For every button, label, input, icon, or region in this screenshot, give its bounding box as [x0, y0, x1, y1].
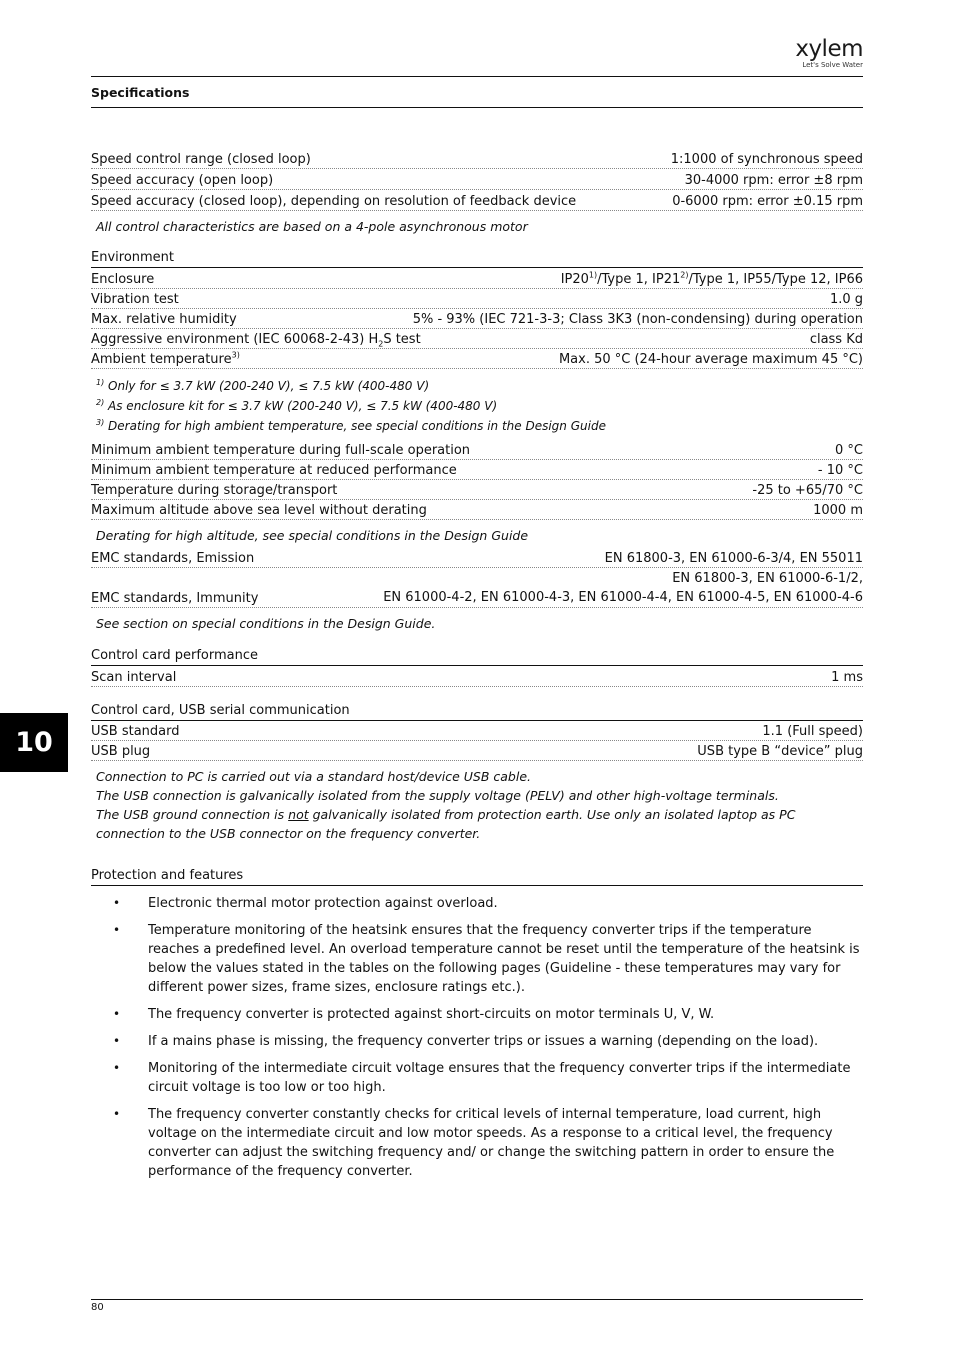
bullet-icon: •	[113, 1034, 121, 1048]
row-label: Scan interval	[91, 670, 177, 685]
footnote: $^{1)}$ Only for ≤ 3.7 kW (200-240 V), ≤ 7.5 kW (400-480 V)	[96, 378, 430, 393]
row-label: Ambient temperature$^{3)}$	[91, 350, 240, 367]
table-row	[91, 722, 863, 741]
table-row	[91, 192, 863, 211]
list-item: • Monitoring of the intermediate circuit voltage ensures that the frequency converter trips if the intermediate circuit voltage is too low or too high.	[113, 1061, 851, 1095]
bullet-icon: •	[113, 923, 121, 937]
temperature-table	[91, 441, 863, 520]
brand-name: xylem	[795, 36, 863, 62]
table-row	[91, 310, 863, 329]
table-row-immunity	[91, 569, 863, 608]
footnote: $^{3)}$ Derating for high ambient temperature, see special conditions in the Design Guide	[96, 418, 606, 433]
spec-content	[91, 150, 863, 1189]
bullet-icon: •	[113, 896, 121, 910]
row-value: 5% - 93% (IEC 721-3-3; Class 3K3 (non-condensing) during operation	[412, 312, 863, 327]
row-label: Vibration test	[91, 292, 179, 307]
control-card-heading: Control card performance	[91, 647, 863, 666]
list-item: • The frequency converter is protected against short-circuits on motor terminals U, V, W.	[113, 1007, 715, 1022]
row-label: Enclosure	[91, 272, 155, 287]
environment-heading: Environment	[91, 249, 863, 268]
row-label: Speed control range (closed loop)	[91, 152, 311, 167]
usb-notes	[91, 767, 863, 843]
table-row-ambient	[91, 350, 863, 369]
row-value: EN 61800-3, EN 61000-6-3/4, EN 55011	[604, 551, 863, 566]
list-item: • The frequency converter constantly checks for critical levels of internal temperature, load current, high voltage on the intermediate circuit and low motor speeds. As a response to a critical level, the frequency converter can adjust the switching frequency and/ or change the switching pattern in order to ensure the performance of the frequency converter.	[113, 1107, 835, 1179]
row-value: 1 ms	[831, 670, 863, 685]
row-value: USB type B “device” plug	[697, 744, 863, 759]
header-rule-bottom	[91, 107, 863, 108]
table-row	[91, 742, 863, 761]
chapter-tab: 10	[0, 713, 68, 772]
protection-list	[91, 894, 863, 1181]
usb-note: Connection to PC is carried out via a standard host/device USB cable.	[96, 769, 531, 784]
emc-note: See section on special conditions in the Design Guide.	[96, 616, 436, 631]
row-label: Maximum altitude above sea level without derating	[91, 503, 427, 518]
table-row	[91, 150, 863, 169]
page-section-title: Specifications	[91, 85, 190, 100]
row-label: USB plug	[91, 744, 151, 759]
row-label: Minimum ambient temperature at reduced performance	[91, 463, 457, 478]
table-row-enclosure	[91, 270, 863, 289]
list-item: • Temperature monitoring of the heatsink ensures that the frequency converter trips if the temperature reaches a predefined level. An overload temperature cannot be reset until the temperature of the heatsink is below the values stated in the tables on the following pages (Guideline - these temperatures may vary for different power sizes, frame sizes, enclosure ratings etc.).	[113, 923, 860, 995]
table-row	[91, 668, 863, 687]
row-value: 1:1000 of synchronous speed	[670, 152, 863, 167]
bullet-icon: •	[113, 1107, 121, 1121]
bullet-icon: •	[113, 1061, 121, 1075]
row-label: EMC standards, Emission	[91, 551, 255, 566]
table-row	[91, 501, 863, 520]
row-value: - 10 °C	[817, 463, 863, 478]
row-value: 1000 m	[813, 503, 863, 518]
usb-heading: Control card, USB serial communication	[91, 702, 863, 721]
row-value: -25 to +65/70 °C	[752, 483, 863, 498]
row-label: Max. relative humidity	[91, 312, 237, 327]
table-row	[91, 461, 863, 480]
list-item: • If a mains phase is missing, the frequency converter trips or issues a warning (depending on the load).	[113, 1034, 819, 1049]
row-value: EN 61800-3, EN 61000-6-1/2, EN 61000-4-2, EN 61000-4-3, EN 61000-4-4, EN 61000-4-5, EN 61000-4-6	[383, 571, 863, 605]
row-value: 30-4000 rpm: error ±8 rpm	[684, 173, 863, 188]
row-value: IP20$^{1)}$/Type 1, IP21$^{2)}$/Type 1, IP55/Type 12, IP66	[560, 270, 863, 287]
header-rule-top	[91, 76, 863, 77]
page-number: 80	[91, 1302, 104, 1313]
footnote: $^{2)}$ As enclosure kit for ≤ 3.7 kW (200-240 V), ≤ 7.5 kW (400-480 V)	[96, 398, 498, 413]
row-value: 1.1 (Full speed)	[762, 724, 863, 739]
usb-note: The USB connection is galvanically isolated from the supply voltage (PELV) and other high-voltage terminals.	[96, 788, 779, 803]
row-label: EMC standards, Immunity	[91, 591, 259, 606]
brand-logo	[795, 38, 863, 70]
table-row	[91, 171, 863, 190]
footer-rule	[91, 1299, 863, 1300]
protection-heading: Protection and features	[91, 867, 863, 886]
row-label: Speed accuracy (open loop)	[91, 173, 274, 188]
table-row-aggressive	[91, 330, 863, 349]
bullet-icon: •	[113, 1007, 121, 1021]
row-value: class Kd	[809, 332, 863, 347]
row-label: Speed accuracy (closed loop), depending on resolution of feedback device	[91, 194, 577, 209]
altitude-note: Derating for high altitude, see special conditions in the Design Guide	[96, 528, 529, 543]
table-row	[91, 549, 863, 568]
table-row	[91, 290, 863, 309]
table-row	[91, 481, 863, 500]
brand-tagline: Let's Solve Water	[802, 61, 863, 69]
row-label: Minimum ambient temperature during full-scale operation	[91, 443, 471, 458]
speed-note: All control characteristics are based on a 4-pole asynchronous motor	[96, 219, 528, 234]
row-value: 1.0 g	[829, 292, 863, 307]
usb-note: The USB ground connection is not galvanically isolated from protection earth. Use only an isolated laptop as PC connection to the USB connector on the frequency converter.	[96, 807, 796, 841]
row-label: Temperature during storage/transport	[91, 483, 338, 498]
table-row	[91, 441, 863, 460]
row-label: USB standard	[91, 724, 180, 739]
footnotes	[91, 376, 863, 436]
row-value: Max. 50 °C (24-hour average maximum 45 °C)	[558, 352, 863, 367]
speed-table	[91, 150, 863, 211]
row-value: 0 °C	[835, 443, 863, 458]
list-item: • Electronic thermal motor protection against overload.	[113, 896, 498, 911]
row-value: 0-6000 rpm: error ±0.15 rpm	[672, 194, 863, 209]
row-label: Aggressive environment (IEC 60068-2-43) $H_2S$ test	[91, 332, 421, 349]
